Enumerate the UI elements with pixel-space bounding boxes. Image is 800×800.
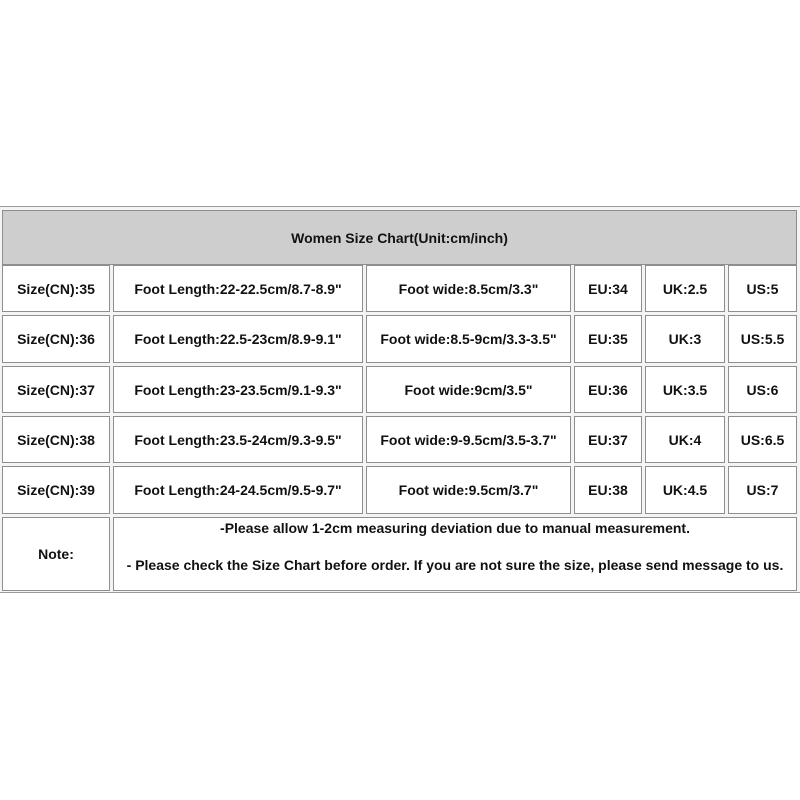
uk-size-cell: UK:4 — [645, 416, 725, 463]
uk-size-cell: UK:3 — [645, 315, 725, 363]
foot-wide-cell: Foot wide:8.5cm/3.3" — [366, 265, 571, 312]
foot-length-cell: Foot Length:22-22.5cm/8.7-8.9" — [113, 265, 363, 312]
note-line-check-size: - Please check the Size Chart before order. If you are not sure the size, please send message to us. — [126, 557, 784, 573]
eu-size-cell: EU:35 — [574, 315, 642, 363]
size-chart-table — [0, 206, 800, 593]
note-line-measurement: -Please allow 1-2cm measuring deviation due to manual measurement. — [220, 520, 690, 536]
eu-size-cell: EU:37 — [574, 416, 642, 463]
eu-size-cell: EU:38 — [574, 466, 642, 514]
size-cn-cell: Size(CN):38 — [2, 416, 110, 463]
eu-size-cell: EU:34 — [574, 265, 642, 312]
uk-size-cell: UK:3.5 — [645, 366, 725, 413]
size-cn-cell: Size(CN):35 — [2, 265, 110, 312]
size-cn-cell: Size(CN):39 — [2, 466, 110, 514]
us-size-cell: US:5.5 — [728, 315, 797, 363]
foot-wide-cell: Foot wide:9.5cm/3.7" — [366, 466, 571, 514]
eu-size-cell: EU:36 — [574, 366, 642, 413]
note-label: Note: — [2, 517, 110, 591]
foot-wide-cell: Foot wide:8.5-9cm/3.3-3.5" — [366, 315, 571, 363]
uk-size-cell: UK:2.5 — [645, 265, 725, 312]
us-size-cell: US:5 — [728, 265, 797, 312]
us-size-cell: US:7 — [728, 466, 797, 514]
foot-length-cell: Foot Length:24-24.5cm/9.5-9.7" — [113, 466, 363, 514]
foot-wide-cell: Foot wide:9cm/3.5" — [366, 366, 571, 413]
us-size-cell: US:6 — [728, 366, 797, 413]
us-size-cell: US:6.5 — [728, 416, 797, 463]
note-text — [113, 517, 797, 591]
foot-wide-cell: Foot wide:9-9.5cm/3.5-3.7" — [366, 416, 571, 463]
chart-title: Women Size Chart(Unit:cm/inch) — [2, 210, 797, 265]
foot-length-cell: Foot Length:23-23.5cm/9.1-9.3" — [113, 366, 363, 413]
size-cn-cell: Size(CN):36 — [2, 315, 110, 363]
size-cn-cell: Size(CN):37 — [2, 366, 110, 413]
uk-size-cell: UK:4.5 — [645, 466, 725, 514]
foot-length-cell: Foot Length:22.5-23cm/8.9-9.1" — [113, 315, 363, 363]
foot-length-cell: Foot Length:23.5-24cm/9.3-9.5" — [113, 416, 363, 463]
